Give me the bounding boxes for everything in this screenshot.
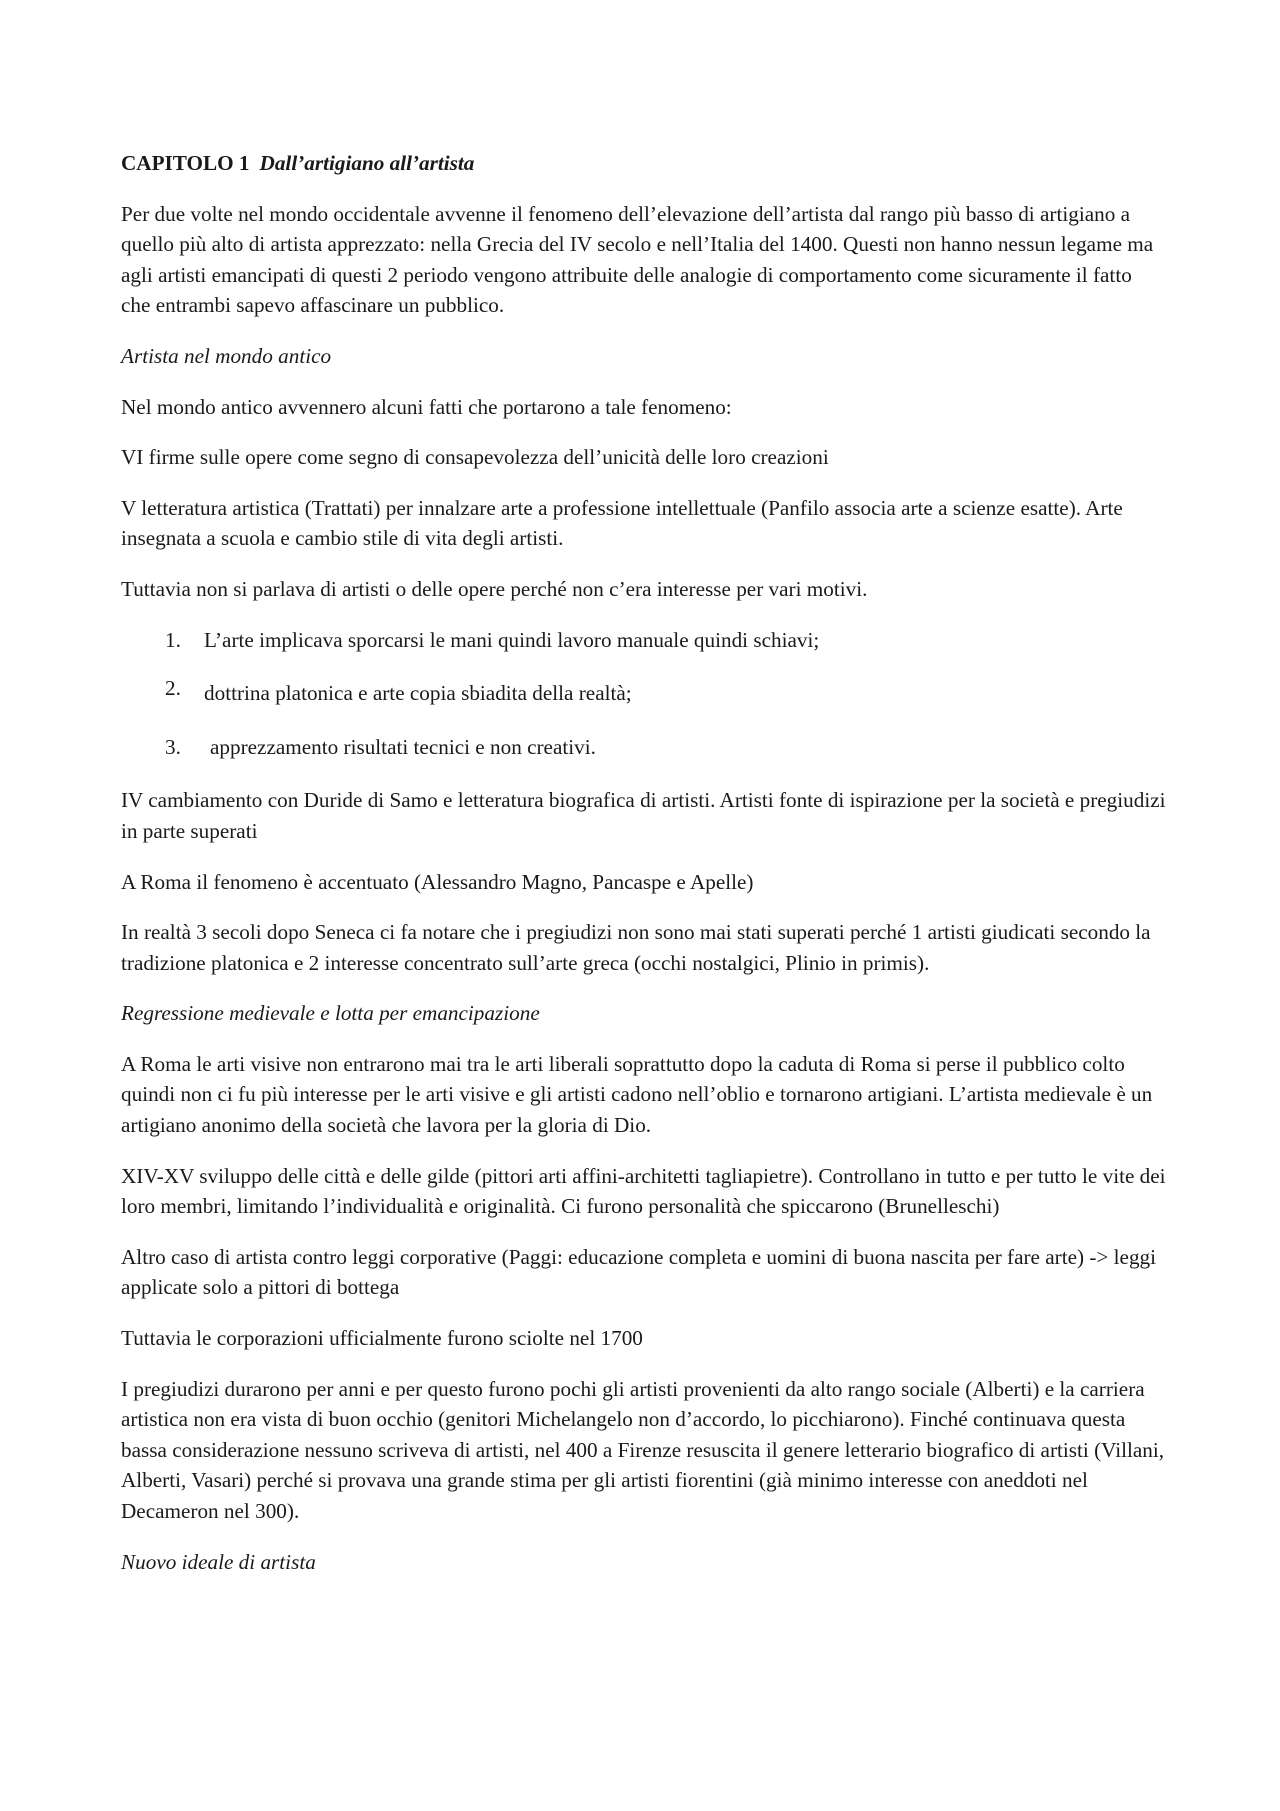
list-item <box>121 678 1166 709</box>
numbered-list <box>121 625 1166 763</box>
paragraph: A Roma le arti visive non entrarono mai tra le arti liberali soprattutto dopo la caduta di Roma si perse il pubblico colto quindi non ci fu più interesse per le arti visive e gli artisti cadono nell’oblio e tornarono artigiani. L’artista medievale è un artigiano anonimo della società che lavora per la gloria di Dio. <box>121 1051 1153 1138</box>
paragraph: A Roma il fenomeno è accentuato (Alessandro Magno, Pancaspe e Apelle) <box>121 869 754 894</box>
list-text: dottrina platonica e arte copia sbiadita della realtà; <box>204 681 632 706</box>
section-title-new-ideal: Nuovo ideale di artista <box>121 1549 316 1574</box>
intro-paragraph: Per due volte nel mondo occidentale avvenne il fenomeno dell’elevazione dell’artista dal rango più basso di artigiano a quello più alto di artista apprezzato: nella Grecia del IV secolo e nell’Italia del 1400. Questi non hanno nessun legame ma agli artisti emancipati di questi 2 periodo vengono attribuite delle analogie di comportamento come sicuramente il fatto che entrambi sapevo affascinare un pubblico. <box>121 201 1154 318</box>
chapter-number: CAPITOLO 1 <box>121 151 250 175</box>
list-item <box>121 732 1166 763</box>
paragraph: Nel mondo antico avvennero alcuni fatti che portarono a tale fenomeno: <box>121 394 732 419</box>
list-text: L’arte implicava sporcarsi le mani quindi lavoro manuale quindi schiavi; <box>204 627 820 652</box>
chapter-heading <box>121 148 1166 179</box>
paragraph: IV cambiamento con Duride di Samo e letteratura biografica di artisti. Artisti fonte di ispirazione per la società e pregiudizi in parte superati <box>121 788 1166 843</box>
list-item <box>121 625 1166 656</box>
document-body <box>121 148 1166 1597</box>
list-number: 2. <box>165 676 181 701</box>
paragraph: VI firme sulle opere come segno di consapevolezza dell’unicità delle loro creazioni <box>121 445 829 470</box>
paragraph: XIV-XV sviluppo delle città e delle gilde (pittori arti affini-architetti tagliapietre). Controllano in tutto e per tutto le vite dei loro membri, limitando l’individualità e originalità. Ci furono personalità che spiccarono (Brunelleschi) <box>121 1163 1166 1219</box>
paragraph: I pregiudizi durarono per anni e per questo furono pochi gli artisti provenienti da alto rango sociale (Alberti) e la carriera artistica non era vista di buon occhio (genitori Michelangelo non d’accordo, lo picchiarono). Finché continuava questa bassa considerazione nessuno scriveva di artisti, nel 400 a Firenze resuscita il genere letterario biografico di artisti (Villani, Alberti, Vasari) perché si provava una grande stima per gli artisti fiorentini (già minimo interesse con aneddoti nel Decameron nel 300). <box>121 1376 1165 1523</box>
paragraph: Tuttavia non si parlava di artisti o delle opere perché non c’era interesse per vari motivi. <box>121 576 868 601</box>
section-title-medieval: Regressione medievale e lotta per emancipazione <box>121 1001 540 1026</box>
list-number: 3. <box>165 734 181 759</box>
paragraph: V letteratura artistica (Trattati) per innalzare arte a professione intellettuale (Panfilo associa arte a scienze esatte). Arte insegnata a scuola e cambio stile di vita degli artisti. <box>121 495 1123 551</box>
list-number: 1. <box>165 627 181 652</box>
list-text: apprezzamento risultati tecnici e non creativi. <box>210 734 596 759</box>
paragraph: Altro caso di artista contro leggi corporative (Paggi: educazione completa e uomini di buona nascita per fare arte) -> leggi applicate solo a pittori di bottega <box>121 1244 1157 1300</box>
paragraph: In realtà 3 secoli dopo Seneca ci fa notare che i pregiudizi non sono mai stati superati perché 1 artisti giudicati secondo la tradizione platonica e 2 interesse concentrato sull’arte greca (occhi nostalgici, Plinio in primis). <box>121 920 1151 975</box>
paragraph: Tuttavia le corporazioni ufficialmente furono sciolte nel 1700 <box>121 1326 643 1351</box>
section-title-ancient: Artista nel mondo antico <box>121 343 332 368</box>
chapter-title: Dall’artigiano all’artista <box>259 151 475 175</box>
